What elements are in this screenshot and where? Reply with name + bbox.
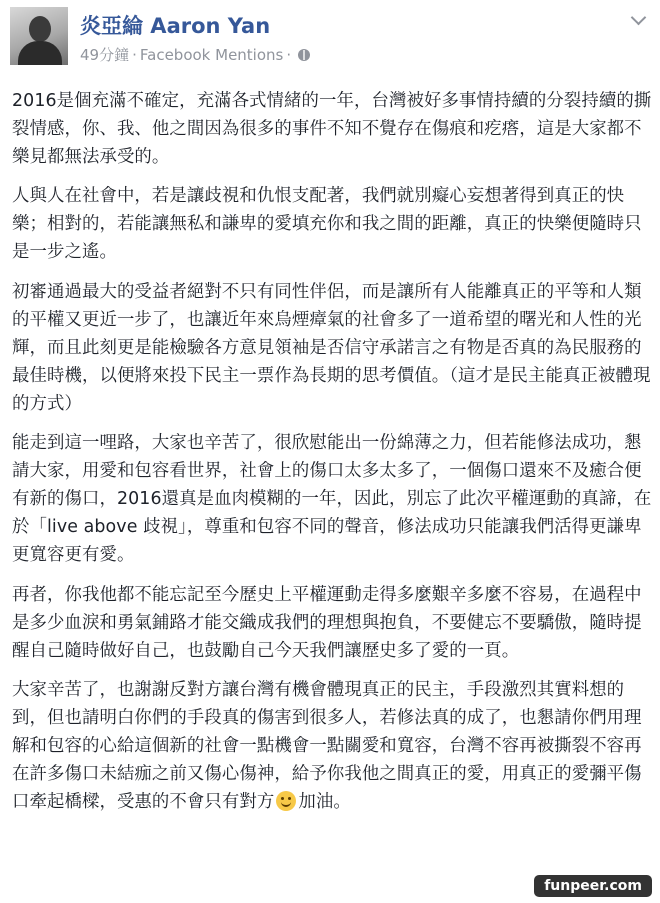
post-body — [12, 87, 652, 816]
meta-separator-2: · — [286, 46, 292, 64]
avatar[interactable] — [10, 7, 68, 65]
meta-separator: · — [132, 46, 137, 64]
post-closing: 加油。 — [298, 792, 351, 813]
post-paragraph-6 — [12, 676, 652, 816]
avatar-body — [18, 41, 62, 65]
smile-icon — [276, 791, 296, 811]
post-time[interactable]: 49分鐘 — [80, 46, 130, 64]
post-header — [0, 0, 660, 80]
post-source[interactable]: Facebook Mentions — [139, 46, 284, 64]
post-paragraph-6-text: 大家辛苦了，也謝謝反對方讓台灣有機會體現真正的民主，手段激烈其實料想的到，但也請明白你們的手段真的傷害到很多人，若修法真的成了，也懇請你們用理解和包容的心給這個新的社會一點機會一點關愛和寬容，台灣不容再被撕裂不容再在許多傷口未結痂之前又傷心傷神，給予你我他之間真正的愛，用真正的愛彌平傷口牽起橋樑，受惠的不會只有對方 — [12, 679, 642, 813]
post-paragraph-4: 能走到這一哩路，大家也辛苦了，很欣慰能出一份綿薄之力，但若能修法成功，懇請大家，用愛和包容看世界，社會上的傷口太多太多了，一個傷口還來不及癒合便有新的傷口，2016還真是血肉模糊的一年，因此，別忘了此次平權運動的真諦，在於「live above 歧視」，尊重和包容不同的聲音，修法成功只能讓我們活得更謙卑更寬容更有愛。 — [12, 433, 652, 566]
post-paragraph-1: 2016是個充滿不確定，充滿各式情緒的一年，台灣被好多事情持續的分裂持續的撕裂情感，你、我、他之間因為很多的事件不知不覺存在傷痕和疙瘩，這是大家都不樂見都無法承受的。 — [12, 91, 652, 168]
author-name[interactable]: 炎亞綸 Aaron Yan — [80, 14, 271, 38]
post-meta — [80, 44, 310, 65]
chevron-down-icon[interactable] — [631, 10, 647, 26]
avatar-head — [29, 16, 51, 42]
post-paragraph-3: 初審通過最大的受益者絕對不只有同性伴侶，而是讓所有人能離真正的平等和人類的平權又更近一步了，也讓近年來烏煙瘴氣的社會多了一道希望的曙光和人性的光輝，而且此刻更是能檢驗各方意見領袖是否信守承諾言之有物是否真的為民服務的最佳時機，以便將來投下民主一票作為長期的思考價值。（這才是民主能真正被體現的方式） — [12, 281, 651, 414]
globe-icon[interactable] — [298, 49, 310, 61]
post-paragraph-5: 再者，你我他都不能忘記至今歷史上平權運動走得多麼艱辛多麼不容易，在過程中是多少血淚和勇氣鋪路才能交織成我們的理想與抱負，不要健忘不要驕傲，隨時提醒自己隨時做好自己，也鼓勵自己今天我們讓歷史多了愛的一頁。 — [12, 584, 642, 661]
post-paragraph-2: 人與人在社會中，若是讓歧視和仇恨支配著，我們就別癡心妄想著得到真正的快樂；相對的，若能讓無私和謙卑的愛填充你和我之間的距離，真正的快樂便隨時只是一步之遙。 — [12, 186, 642, 263]
watermark: funpeer.com — [534, 875, 652, 897]
